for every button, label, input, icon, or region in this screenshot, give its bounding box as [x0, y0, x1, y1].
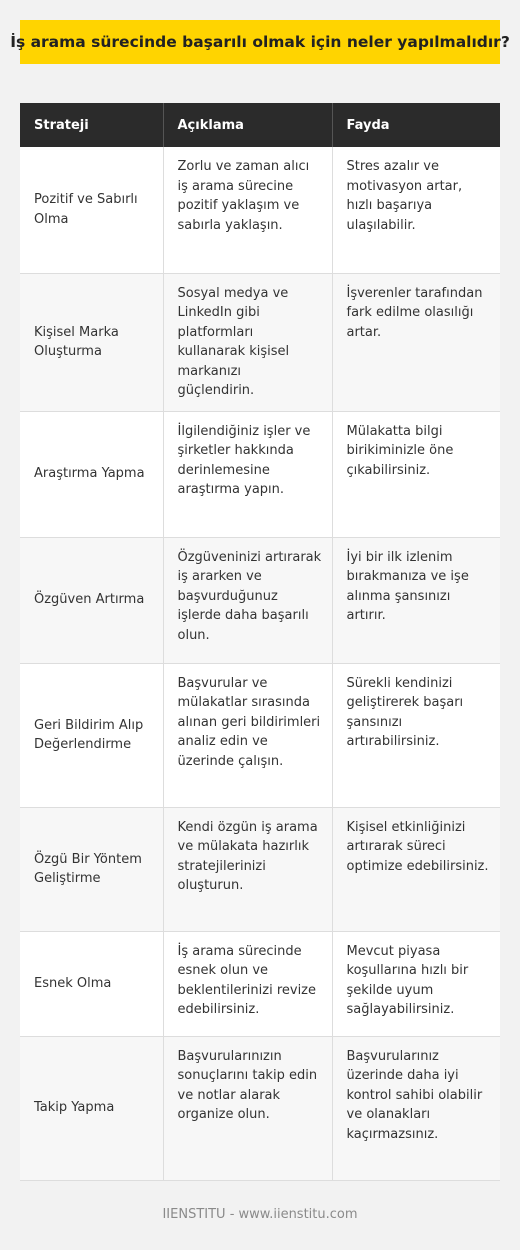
- description-cell: İş arama sürecinde esnek olun ve beklentilerinizi revize edebilirsiniz.: [163, 931, 332, 1036]
- benefit-cell: İşverenler tarafından fark edilme olasılığı artar.: [332, 273, 500, 411]
- table-header-row: [20, 103, 500, 147]
- strategy-cell: Pozitif ve Sabırlı Olma: [20, 147, 163, 273]
- table-row: [20, 411, 500, 537]
- description-cell: Kendi özgün iş arama ve mülakata hazırlık stratejilerinizi oluşturun.: [163, 807, 332, 931]
- footer-credit: IIENSTITU - www.iienstitu.com: [162, 1207, 358, 1222]
- strategy-cell: Takip Yapma: [20, 1036, 163, 1180]
- header-benefit: Fayda: [332, 103, 500, 147]
- page-title: İş arama sürecinde başarılı olmak için neler yapılmalıdır?: [10, 33, 510, 51]
- benefit-cell: Kişisel etkinliğinizi artırarak süreci optimize edebilirsiniz.: [332, 807, 500, 931]
- benefit-cell: Mülakatta bilgi birikiminizle öne çıkabilirsiniz.: [332, 411, 500, 537]
- strategy-table: [20, 103, 500, 1181]
- benefit-cell: Mevcut piyasa koşullarına hızlı bir şekilde uyum sağlayabilirsiniz.: [332, 931, 500, 1036]
- description-cell: Özgüveninizi artırarak iş ararken ve başvurduğunuz işlerde daha başarılı olun.: [163, 537, 332, 663]
- table-row: [20, 1036, 500, 1180]
- benefit-cell: Sürekli kendinizi geliştirerek başarı şansınızı artırabilirsiniz.: [332, 663, 500, 807]
- benefit-cell: Stres azalır ve motivasyon artar, hızlı başarıya ulaşılabilir.: [332, 147, 500, 273]
- table-row: [20, 273, 500, 411]
- header-description: Açıklama: [163, 103, 332, 147]
- table-row: [20, 663, 500, 807]
- strategy-cell: Özgüven Artırma: [20, 537, 163, 663]
- benefit-cell: Başvurularınız üzerinde daha iyi kontrol sahibi olabilir ve olanakları kaçırmazsınız.: [332, 1036, 500, 1180]
- table-row: [20, 807, 500, 931]
- table-row: [20, 931, 500, 1036]
- description-cell: Başvurular ve mülakatlar sırasında alınan geri bildirimleri analiz edin ve üzerinde çalışın.: [163, 663, 332, 807]
- benefit-cell: İyi bir ilk izlenim bırakmanıza ve işe alınma şansınızı artırır.: [332, 537, 500, 663]
- header-strategy: Strateji: [20, 103, 163, 147]
- strategy-cell: Kişisel Marka Oluşturma: [20, 273, 163, 411]
- strategy-cell: Araştırma Yapma: [20, 411, 163, 537]
- description-cell: Başvurularınızın sonuçlarını takip edin ve notlar alarak organize olun.: [163, 1036, 332, 1180]
- description-cell: Zorlu ve zaman alıcı iş arama sürecine pozitif yaklaşım ve sabırla yaklaşın.: [163, 147, 332, 273]
- description-cell: Sosyal medya ve LinkedIn gibi platformları kullanarak kişisel markanızı güçlendirin.: [163, 273, 332, 411]
- title-banner: [10, 20, 510, 64]
- description-cell: İlgilendiğiniz işler ve şirketler hakkında derinlemesine araştırma yapın.: [163, 411, 332, 537]
- strategy-cell: Özgü Bir Yöntem Geliştirme: [20, 807, 163, 931]
- table-row: [20, 147, 500, 273]
- strategy-cell: Geri Bildirim Alıp Değerlendirme: [20, 663, 163, 807]
- strategy-cell: Esnek Olma: [20, 931, 163, 1036]
- table-row: [20, 537, 500, 663]
